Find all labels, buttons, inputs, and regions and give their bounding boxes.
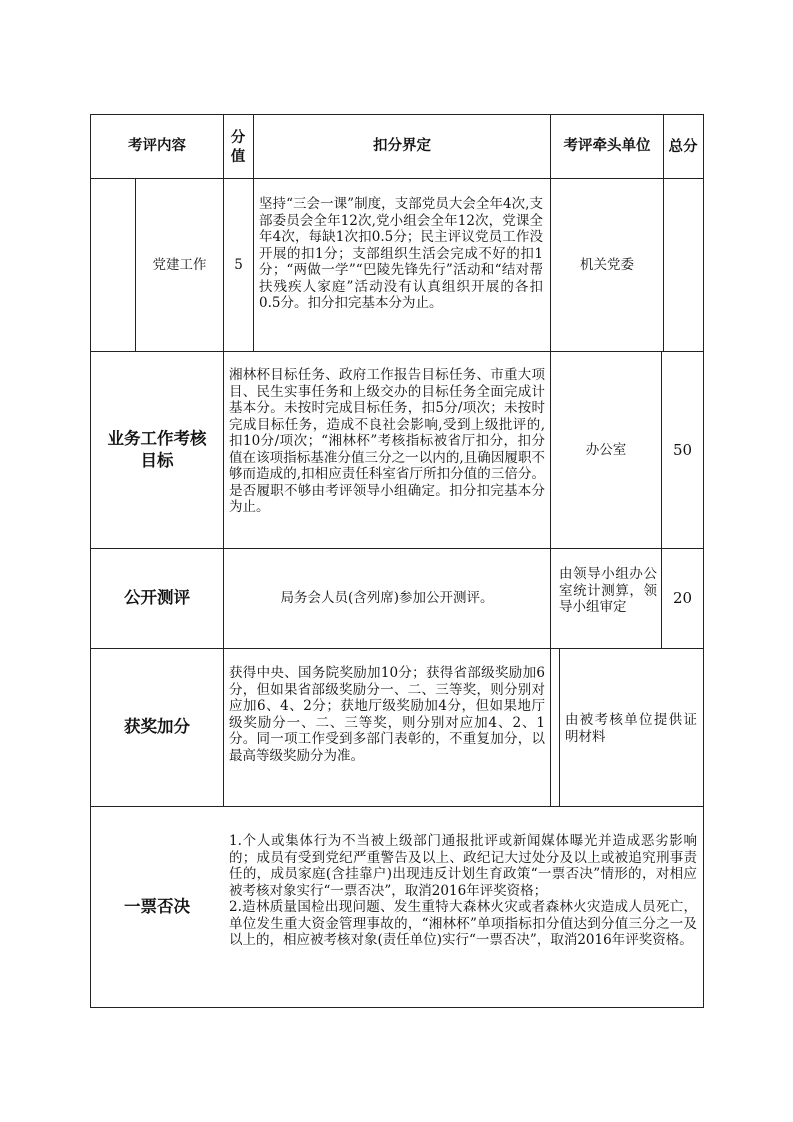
veto-item: 1.个人或集体行为不当被上级部门通报批评或新闻媒体曝光并造成恶劣影响的；成员有受到党纪严重警告及以上、政纪记大过处分及以上或被追究刑事责任的，成员家庭(含挂靠户)出现违反计划生育政策“一票否决”情形的，对相应被考核对象实行“一票否决”，取消2016年评奖资格； bbox=[229, 833, 697, 899]
public-total: 20 bbox=[672, 589, 693, 608]
header-deduction: 扣分界定 bbox=[373, 137, 431, 155]
party-deduction: 坚持“三会一课”制度，支部党员大会全年4次,支部委员会全年12次,党小组会全年12次，党课全年4次，每缺1次扣0.5分；民主评议党员工作没开展的扣1分；支部组织生活会完成不好的扣1分；“两做一学”“巴陵先锋先行”活动和“结对帮扶残疾人家庭”活动没有认真组织开展的各扣0.5分。扣分扣完基本分为止。 bbox=[259, 196, 543, 311]
header-total: 总分 bbox=[668, 138, 698, 155]
public-deduction: 局务会人员(含列席)参加公开测评。 bbox=[280, 590, 494, 607]
party-total bbox=[664, 179, 703, 351]
award-content: 获奖加分 bbox=[124, 717, 190, 737]
header-content: 考评内容 bbox=[128, 137, 186, 155]
party-score: 5 bbox=[234, 256, 243, 273]
business-content: 业务工作考核目标 bbox=[107, 429, 207, 470]
veto-items bbox=[229, 833, 697, 949]
public-content: 公开测评 bbox=[124, 588, 190, 608]
veto-item: 2.造林质量国检出现问题、发生重特大森林火灾或者森林火灾造成人员死亡，单位发生重大资金管理事故的，“湘林杯”单项指标扣分值达到分值三分之一及以上的，相应被考核对象(责任单位)实行“一票否决”，取消2016年评奖资格。 bbox=[229, 899, 697, 948]
header-score: 分值 bbox=[230, 128, 246, 165]
party-lead-unit: 机关党委 bbox=[580, 256, 634, 273]
veto-content: 一票否决 bbox=[124, 896, 190, 916]
table-border-right bbox=[703, 114, 704, 1008]
business-total: 50 bbox=[672, 440, 693, 459]
table-border-bottom bbox=[90, 1007, 704, 1008]
award-deduction: 获得中央、国务院奖励加10分；获得省部级奖励加6分，但如果省部级奖励分一、二、三等奖，则分别对应加6、4、2分；获地厅级奖励加4分，但如果地厅级奖励分一、二、三等奖，则分别对应加4、2、1分。同一项工作受到多部门表彰的，不重复加分，以最高等级奖励分为准。 bbox=[229, 665, 545, 764]
col-divider bbox=[559, 648, 560, 806]
header-lead-unit: 考评牵头单位 bbox=[563, 137, 651, 155]
business-deduction: 湘林杯目标任务、政府工作报告目标任务、市重大项目、民生实事任务和上级交办的目标任务全面完成计基本分。未按时完成目标任务，扣5分/项次；未按时完成目标任务，造成不良社会影响,受到上级批评的,扣10分/项次；“湘林杯”考核指标被省厅扣分，扣分值在该项指标基准分值三分之一以内的,且确因履职不够而造成的,扣相应责任科室省厅所扣分值的三倍分。是否履职不够由考评领导小组确定。扣分扣完基本分为止。 bbox=[229, 367, 545, 515]
party-content: 党建工作 bbox=[152, 256, 207, 273]
business-lead-unit: 办公室 bbox=[585, 441, 627, 458]
public-lead-unit: 由领导小组办公室统计测算，领导小组审定 bbox=[559, 566, 657, 615]
award-lead-unit: 由被考核单位提供证明材料 bbox=[565, 712, 697, 745]
